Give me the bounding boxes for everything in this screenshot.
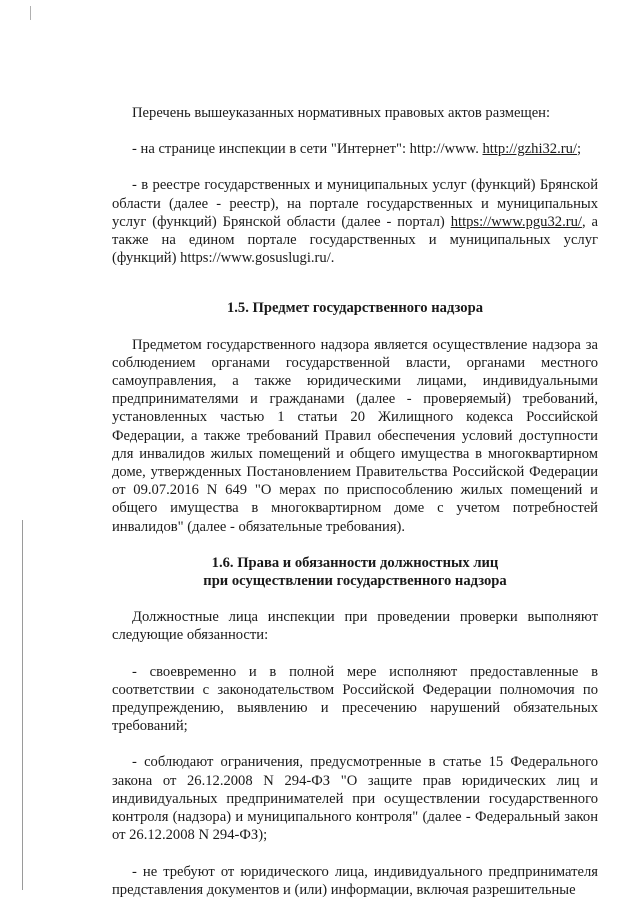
paragraph-duty-documents: - не требуют от юридического лица, индивидуального предпринимателя представления документов и (или) информации, включая разрешительные <box>112 863 598 898</box>
heading-1-6-line2: при осуществлении государственного надзора <box>203 573 507 590</box>
pgu-link[interactable]: https://www.pgu32.ru/ <box>450 213 582 230</box>
paragraph-duty-restrictions: - соблюдают ограничения, предусмотренные в статье 15 Федерального закона от 26.12.2008 N 294-ФЗ "О защите прав юридических лиц и индивидуальных предпринимателей при осуществлении государственного контроля (надзора) и муниципального контроля" (далее - Федеральный закон от 26.12.2008 N 294-ФЗ); <box>112 754 598 844</box>
document-page <box>112 104 598 899</box>
paragraph-inspection-website <box>112 140 598 158</box>
scan-margin-line <box>22 520 23 890</box>
website-text: - на странице инспекции в сети "Интернет": http://www. <box>132 141 483 158</box>
scan-margin-mark <box>30 6 31 20</box>
registry-text-a: - в реестре государственных и муниципальных услуг (функций) Брянской области (далее - реестр), на портале государственных и муниципальных услуг (функций) Брянской области (далее - портал) <box>112 177 598 230</box>
paragraph-registry <box>112 176 598 267</box>
paragraph-acts-list: Перечень вышеуказанных нормативных правовых актов размещен: <box>132 105 551 121</box>
heading-1-6-line1: 1.6. Права и обязанности должностных лиц <box>211 554 499 571</box>
website-end: ; <box>576 141 582 158</box>
registry-text-b: , а также на едином портале государственных и муниципальных услуг (функций) https://www.gosuslugi.ru/. <box>112 213 598 267</box>
paragraph-officials-duties: Должностные лица инспекции при проведении проверки выполняют следующие обязанности: <box>112 609 598 644</box>
paragraph-duty-powers: - своевременно и в полной мере исполняют предоставленные в соответствии с законодательством Российской Федерации полномочия по предупреждению, выявлению и пресечению нарушений обязательных требований; <box>112 663 598 735</box>
paragraph-subject-of-supervision: Предметом государственного надзора является осуществление надзора за соблюдением органами государственной власти, органами местного самоуправления, а также юридическими лицами, индивидуальными предпринимателями и гражданами (далее - проверяемый) требований, установленных частью 1 статьи 20 Жилищного кодекса Российской Федерации, а также требований Правил обеспечения условий доступности для инвалидов жилых помещений и общего имущества в многоквартирном доме, утвержденных Постановлением Правительства Российской Федерации от 09.07.2016 N 649 "О мерах по приспособлению жилых помещений и общего имущества в многоквартирном доме с учетом потребностей инвалидов" (далее - обязательные требования). <box>112 336 598 535</box>
heading-1-5: 1.5. Предмет государственного надзора <box>226 300 483 317</box>
gzhi-link[interactable]: http://gzhi32.ru/ <box>482 141 577 158</box>
